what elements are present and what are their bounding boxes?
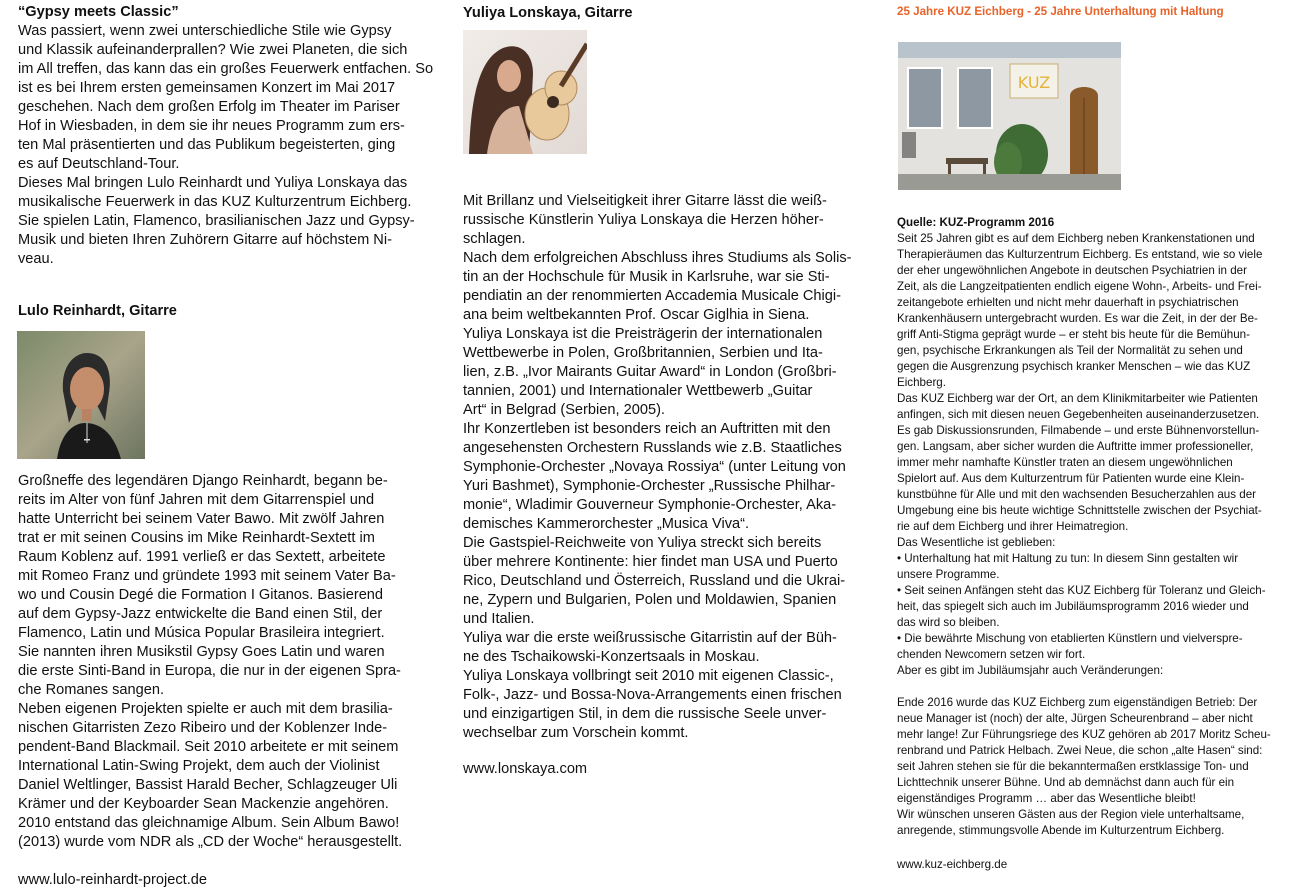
body-line: Seit 25 Jahren gibt es auf dem Eichberg neben Krankenstationen und: [897, 232, 1255, 245]
bio-line: Yuliya Lonskaya ist die Preisträgerin der internationalen: [463, 326, 823, 342]
bio-line: Großneffe des legendären Django Reinhardt, begann be-: [18, 473, 388, 489]
bio-line: über mehrere Kontinente: hier findet man USA und Puerto: [463, 554, 838, 570]
bio-line: lien, z.B. „Ivor Mairants Guitar Award“ in London (Großbri-: [463, 364, 837, 380]
body-line: gen, psychische Erkrankungen als Teil der Normalität zu sehen und: [897, 344, 1243, 357]
body-line: Umgebung eine bis heute wichtige Schnittstelle zwischen der Psychiat-: [897, 504, 1262, 517]
body-line: Ende 2016 wurde das KUZ Eichberg zum eigenständigen Betrieb: Der: [897, 696, 1258, 709]
body-line: Zeit, als die Langzeitpatienten endlich eigene Wohn-, Arbeits- und Frei-: [897, 280, 1262, 293]
kuz-sign-text: KUZ: [1017, 73, 1051, 92]
bio-line: die erste Sinti-Band in Europa, die nur in der eigenen Spra-: [18, 663, 401, 679]
body-line: neue Manager ist (noch) der alte, Jürgen Scheurenbrand – aber nicht: [897, 712, 1253, 725]
kuz-building-photo: [898, 42, 1121, 190]
intro-line: und Klassik aufeinanderprallen? Wie zwei Planeten, die sich: [18, 42, 408, 58]
body-line: kunstbühne für Alle und mit den wachsenden Besucherzahlen aus der: [897, 488, 1256, 501]
concert-title: “Gypsy meets Classic”: [18, 4, 179, 20]
body-line: • Unterhaltung hat mit Haltung zu tun: In diesem Sinn gestalten wir: [897, 552, 1239, 565]
intro-line: im All treffen, das kann das ein großes Feuerwerk entfachen. So: [18, 61, 434, 77]
bio-line: Yuliya war die erste weißrussische Gitarristin auf der Büh-: [463, 630, 837, 646]
bio-line: Folk-, Jazz- und Bossa-Nova-Arrangements einen frischen: [463, 687, 842, 703]
body-line: heit, das spiegelt sich auch im Jubiläumsprogramm 2016 wieder und: [897, 600, 1249, 613]
lulo-website-link[interactable]: www.lulo-reinhardt-project.de: [18, 872, 207, 888]
intro-line: Dieses Mal bringen Lulo Reinhardt und Yuliya Lonskaya das: [18, 175, 408, 191]
kuz-title: 25 Jahre KUZ Eichberg - 25 Jahre Unterhaltung mit Haltung: [897, 5, 1224, 18]
bio-line: demisches Kammerorchester „Musica Viva“.: [463, 516, 750, 532]
bio-line: Sie nannten ihren Musikstil Gypsy Goes Latin und waren: [18, 644, 385, 660]
bio-line: trat er mit seinen Cousins im Mike Reinhardt-Sextett im: [18, 530, 375, 546]
body-line: unsere Programme.: [897, 568, 1000, 581]
bio-line: ana beim weltbekannten Prof. Oscar Giglhia in Siena.: [463, 307, 810, 323]
lulo-photo: [17, 331, 145, 459]
body-line: renbrand und Patrick Helbach. Zwei Neue, die schon „alte Hasen“ sind:: [897, 744, 1263, 757]
yuliya-heading: Yuliya Lonskaya, Gitarre: [463, 5, 633, 21]
kuz-website-link[interactable]: www.kuz-eichberg.de: [897, 858, 1008, 871]
body-line: Krankenhäusern untergebracht wurden. Es war die Zeit, in der der Be-: [897, 312, 1258, 325]
bio-line: reits im Alter von fünf Jahren mit dem Gitarrenspiel und: [18, 492, 375, 508]
bio-line: angesehensten Orchestern Russlands wie z.B. Staatliches: [463, 440, 842, 456]
bio-line: Art“ in Belgrad (Serbien, 2005).: [463, 402, 665, 418]
bio-line: pendent-Band Blackmail. Seit 2010 arbeitete er mit seinem: [18, 739, 399, 755]
bio-line: ne des Tschaikowski-Konzertsaals in Moskau.: [463, 649, 760, 665]
bio-line: Yuliya Lonskaya vollbringt seit 2010 mit eigenen Classic-,: [463, 668, 834, 684]
yuliya-portrait-image: [463, 30, 587, 154]
yuliya-photo: [463, 30, 587, 154]
bio-line: Ihr Konzertleben ist besonders reich an Auftritten mit den: [463, 421, 831, 437]
kuz-building-image: [898, 42, 1121, 190]
intro-line: geschehen. Nach dem großen Erfolg im Theater im Pariser: [18, 99, 400, 115]
bio-line: wechselbar zum Vorschein kommt.: [463, 725, 689, 741]
bio-line: mit Romeo Franz und gründete 1993 mit seinem Vater Ba-: [18, 568, 396, 584]
body-line: Wir wünschen unseren Gästen aus der Region viele unterhaltsame,: [897, 808, 1245, 821]
body-line: • Die bewährte Mischung von etablierten Künstlern und vielverspre-: [897, 632, 1243, 645]
body-line: Therapieräumen das Kulturzentrum Eichberg. Es entstand, wie so viele: [897, 248, 1263, 261]
bio-line: tannien, 2001) und Internationaler Wettbewerb „Guitar: [463, 383, 813, 399]
body-line: zeitangebote erhielten und nicht mehr dauerhaft in psychiatrischen: [897, 296, 1239, 309]
body-line: gegen die Ausgrenzung psychisch kranker Menschen – wie das KUZ: [897, 360, 1251, 373]
bio-line: Neben eigenen Projekten spielte er auch mit dem brasilia-: [18, 701, 393, 717]
intro-line: Was passiert, wenn zwei unterschiedliche Stile wie Gypsy: [18, 23, 392, 39]
intro-line: ist es bei Ihrem ersten gemeinsamen Konzert im Mai 2017: [18, 80, 396, 96]
bio-line: schlagen.: [463, 231, 526, 247]
body-line: Das Wesentliche ist geblieben:: [897, 536, 1056, 549]
bio-line: Nach dem erfolgreichen Abschluss ihres Studiums als Solis-: [463, 250, 852, 266]
body-line: mehr lange! Zur Führungsriege des KUZ gehören ab 2017 Moritz Scheu-: [897, 728, 1271, 741]
bio-line: Raum Koblenz auf. 1991 verließ er das Sextett, arbeitete: [18, 549, 386, 565]
body-line: Das KUZ Eichberg war der Ort, an dem Klinikmitarbeiter wie Patienten: [897, 392, 1258, 405]
body-line: eigenständiges Programm … aber das Wesentliche bleibt!: [897, 792, 1196, 805]
bio-line: Yuri Bashmet), Symphonie-Orchester „Russische Philhar-: [463, 478, 836, 494]
bio-line: che Romanes sangen.: [18, 682, 165, 698]
bio-line: wo und Cousin Degé die Formation I Gitanos. Basierend: [18, 587, 384, 603]
body-line: gen. Langsam, aber sicher wurden die Auftritte immer professioneller,: [897, 440, 1254, 453]
body-line: Lichttechnik unserer Bühne. Und ab demnächst dann auch für ein: [897, 776, 1235, 789]
body-line: rie auf dem Eichberg und ihrer Heimatregion.: [897, 520, 1129, 533]
body-line: Es gab Diskussionsrunden, Filmabende – und erste Bühnenvorstellun-: [897, 424, 1260, 437]
body-line: griff Anti-Stigma geprägt wurde – er steht bis heute für die Bemühun-: [897, 328, 1250, 341]
bio-line: (2013) wurde vom NDR als „CD der Woche“ herausgestellt.: [18, 834, 403, 850]
bio-line: tin an der Hochschule für Musik in Karlsruhe, war sie Sti-: [463, 269, 830, 285]
lulo-portrait-image: [17, 331, 145, 459]
body-line: Eichberg.: [897, 376, 946, 389]
bio-line: Symphonie-Orchester „Novaya Rossiya“ (unter Leitung von: [463, 459, 846, 475]
body-line: Spielort auf. Aus dem Kulturzentrum für Patienten wurde eine Klein-: [897, 472, 1245, 485]
intro-line: es auf Deutschland-Tour.: [18, 156, 180, 172]
body-line: immer mehr namhafte Künstler traten an diesem ungewöhnlichen: [897, 456, 1233, 469]
bio-line: ne, Zypern und Bulgarien, Polen und Moldawien, Spanien: [463, 592, 837, 608]
bio-line: nischen Gitarristen Zezo Ribeiro und der Koblenzer Inde-: [18, 720, 388, 736]
bio-line: monie“, Wladimir Gouverneur Symphonie-Orchester, Aka-: [463, 497, 837, 513]
body-line: der eher ungewöhnlichen Angebote in deutschen Psychiatrien in der: [897, 264, 1247, 277]
body-line: anfingen, sich mit diesen neuen Gegebenheiten auseinanderzusetzen.: [897, 408, 1260, 421]
intro-line: musikalische Feuerwerk in das KUZ Kulturzentrum Eichberg.: [18, 194, 412, 210]
bio-line: hatte Unterricht bei seinem Vater Bawo. Mit zwölf Jahren: [18, 511, 385, 527]
bio-line: Flamenco, Latin und Música Popular Brasileira integriert.: [18, 625, 385, 641]
body-line: Aber es gibt im Jubiläumsjahr auch Veränderungen:: [897, 664, 1164, 677]
body-line: seit Jahren stehen sie für die bekanntermaßen erstklassige Ton- und: [897, 760, 1249, 773]
bio-line: 2010 entstand das gleichnamige Album. Sein Album Bawo!: [18, 815, 400, 831]
intro-line: Musik und bieten Ihren Zuhörern Gitarre auf höchstem Ni-: [18, 232, 392, 248]
bio-line: Daniel Weltlinger, Bassist Harald Becher, Schlagzeuger Uli: [18, 777, 398, 793]
bio-line: auf dem Gypsy-Jazz entwickelte die Band einen Stil, der: [18, 606, 383, 622]
source-label: Quelle: KUZ-Programm 2016: [897, 216, 1055, 229]
body-line: • Seit seinen Anfängen steht das KUZ Eichberg für Toleranz und Gleich-: [897, 584, 1266, 597]
bio-line: Rico, Deutschland und Österreich, Russland und die Ukrai-: [463, 573, 846, 589]
intro-line: Sie spielen Latin, Flamenco, brasilianischen Jazz und Gypsy-: [18, 213, 415, 229]
body-line: anregende, stimmungsvolle Abende im Kulturzentrum Eichberg.: [897, 824, 1225, 837]
bio-line: Die Gastspiel-Reichweite von Yuliya streckt sich bereits: [463, 535, 822, 551]
bio-line: Mit Brillanz und Vielseitigkeit ihrer Gitarre lässt die weiß-: [463, 193, 827, 209]
bio-line: pendiatin an der renommierten Accademia Musicale Chigi-: [463, 288, 842, 304]
bio-line: und einzigartigen Stil, in dem die russische Seele unver-: [463, 706, 827, 722]
bio-line: Krämer und der Keyboarder Sean Mackenzie angehören.: [18, 796, 389, 812]
bio-line: Wettbewerbe in Polen, Großbritannien, Serbien und Ita-: [463, 345, 823, 361]
bio-line: International Latin-Swing Projekt, dem auch der Violinist: [18, 758, 380, 774]
body-line: das wird so bleiben.: [897, 616, 1000, 629]
bio-line: und Italien.: [463, 611, 535, 627]
lulo-heading: Lulo Reinhardt, Gitarre: [18, 303, 177, 319]
yuliya-website-link[interactable]: www.lonskaya.com: [463, 761, 588, 777]
intro-line: ten Mal präsentierten und das Publikum begeisterten, ging: [18, 137, 396, 153]
bio-line: russische Künstlerin Yuliya Lonskaya die Herzen höher-: [463, 212, 824, 228]
intro-line: veau.: [18, 251, 54, 267]
body-line: chenden Newcomern setzen wir fort.: [897, 648, 1086, 661]
intro-line: Hof in Wiesbaden, in dem sie ihr neues Programm zum ers-: [18, 118, 405, 134]
